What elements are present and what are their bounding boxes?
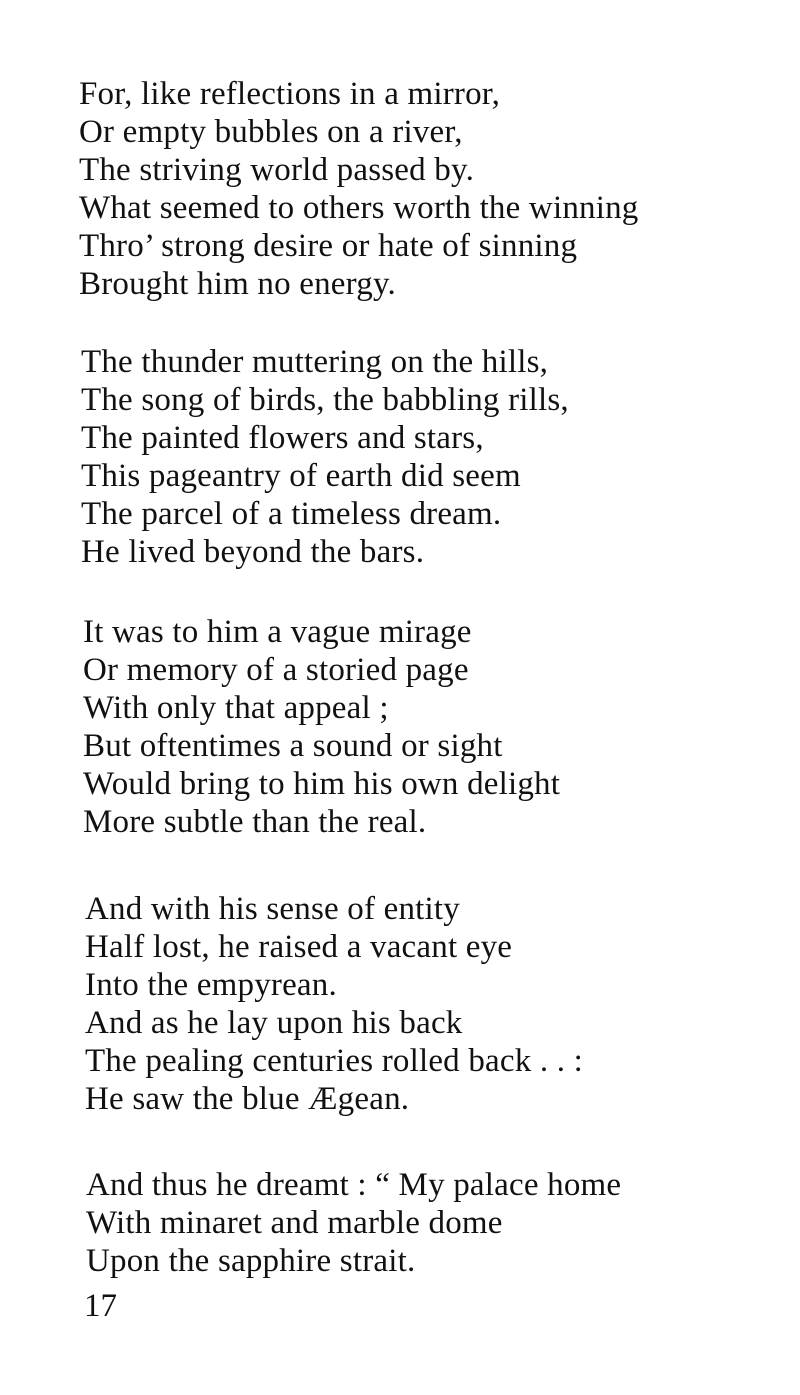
poem-line: What seemed to others worth the winning [79, 190, 639, 226]
poem-line: Half lost, he raised a vacant eye [85, 929, 513, 965]
poem-line: Would bring to him his own delight [83, 766, 561, 802]
poem-line: With minaret and marble dome [86, 1205, 503, 1241]
poem-line: The striving world passed by. [79, 152, 475, 188]
poem-line: The painted flowers and stars, [81, 420, 484, 456]
poem-line: Brought him no energy. [79, 266, 396, 302]
poem-line: Thro’ strong desire or hate of sinning [79, 228, 578, 264]
poem-line: Upon the sapphire strait. [86, 1243, 416, 1279]
poem-line: The pealing centuries rolled back . . : [85, 1043, 584, 1079]
poem-line: The thunder muttering on the hills, [81, 344, 549, 380]
poem-line: He lived beyond the bars. [81, 534, 425, 570]
poem-line: Or empty bubbles on a river, [79, 114, 463, 150]
poem-line: The parcel of a timeless dream. [81, 496, 502, 532]
poem-line: He saw the blue Ægean. [85, 1081, 410, 1117]
poem-line: And with his sense of entity [85, 891, 460, 927]
poem-line: And thus he dreamt : “ My palace home [86, 1167, 622, 1203]
poem-line: It was to him a vague mirage [83, 614, 472, 650]
page-number: 17 [84, 1288, 117, 1324]
poem-line: Or memory of a storied page [83, 652, 469, 688]
poem-line: For, like reflections in a mirror, [79, 76, 501, 112]
poem-line: This pageantry of earth did seem [81, 458, 521, 494]
poem-line: And as he lay upon his back [85, 1005, 463, 1041]
poem-line: Into the empyrean. [85, 967, 337, 1003]
poem-line: The song of birds, the babbling rills, [81, 382, 569, 418]
poem-line: But oftentimes a sound or sight [83, 728, 503, 764]
poem-line: With only that appeal ; [83, 690, 389, 726]
poem-line: More subtle than the real. [83, 804, 427, 840]
